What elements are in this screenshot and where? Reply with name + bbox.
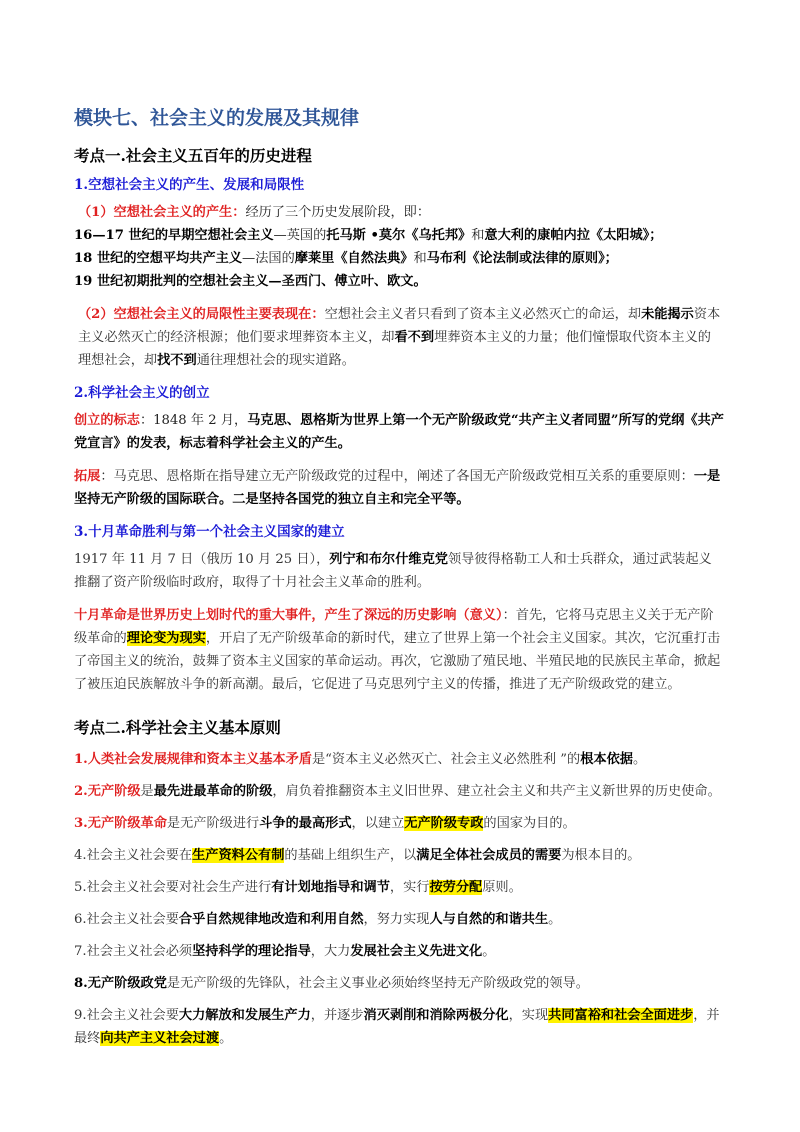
principle-6: 6.社会主义社会要合乎自然规律地改造和利用自然，努力实现人与自然的和谐共生。 [74,912,562,927]
stage-line-3: 19 世纪初期批判的空想社会主义—圣西门、傅立叶、欧文。 [74,274,427,289]
paragraph-october-significance: 十月革命是世界历史上划时代的重大事件，产生了深远的历史影响（意义）：首先，它将马克思主义关于无产阶级革命的理论变为现实，开启了无产阶级革命的新时代，建立了世界上第一个社会主义国家。其次，它沉重打击了帝国主义的统治，鼓舞了资本主义国家的革命运动。再次，它激励了殖民地、半殖民地的民族民主革命，掀起了被压迫民族解放斗争的新高潮。最后，它促进了马克思列宁主义的传播，推进了无产阶级政党的建立。 [74,608,721,692]
principle-3: 3.无产阶级革命是无产阶级进行斗争的最高形式，以建立无产阶级专政的国家为目的。 [74,816,576,831]
label-origin: （1）空想社会主义的产生： [78,205,246,220]
principle-2: 2.无产阶级是最先进最革命的阶级，肩负着推翻资本主义旧世界、建立社会主义和共产主义新世界的历史使命。 [74,784,721,799]
section-title-kd1: 考点一.社会主义五百年的历史进程 [74,146,312,165]
principle-5: 5.社会主义社会要对社会生产进行有计划地指导和调节，实行按劳分配原则。 [74,880,522,895]
principle-9: 9.社会主义社会要大力解放和发展生产力，并逐步消灭剥削和消除两极分化，实现共同富裕和社会全面进步，并最终向共产主义社会过渡。 [74,1008,720,1046]
paragraph-october-revolution: 1917 年 11 月 7 日（俄历 10 月 25 日），列宁和布尔什维克党领导彼得格勒工人和士兵群众，通过武装起义推翻了资产阶级临时政府，取得了十月社会主义革命的胜利。 [74,552,712,590]
principle-8: 8.无产阶级政党是无产阶级的先锋队，社会主义事业必须始终坚持无产阶级政党的领导。 [74,976,589,991]
subsection-title-utopian: 1.空想社会主义的产生、发展和局限性 [74,177,305,193]
module-title: 模块七、社会主义的发展及其规律 [74,107,360,129]
stage-line-1: 16—17 世纪的早期空想社会主义—英国的托马斯 •莫尔《乌托邦》和意大利的康帕内拉《太阳城》； [74,228,663,243]
paragraph-origin [74,201,724,224]
text-origin: 经历了三个历史发展阶段，即： [245,205,431,220]
paragraph-limitations: （2）空想社会主义的局限性主要表现在：空想社会主义者只看到了资本主义必然灭亡的命运，却未能揭示资本主义必然灭亡的经济根源；他们要求埋葬资本主义，却看不到埋葬资本主义的力量；他们憧憬取代资本主义的理想社会，却找不到通往理想社会的现实道路。 [78,307,721,368]
section-title-kd2: 考点二.科学社会主义基本原则 [74,718,281,737]
principle-4: 4.社会主义社会要在生产资料公有制的基础上组织生产，以满足全体社会成员的需要为根本目的。 [74,848,641,863]
paragraph-extension: 拓展：马克思、恩格斯在指导建立无产阶级政党的过程中，阐述了各国无产阶级政党相互关系的重要原则：一是坚持无产阶级的国际联合。二是坚持各国党的独立自主和完全平等。 [74,469,721,507]
principle-1: 1.人类社会发展规律和资本主义基本矛盾是“资本主义必然灭亡、社会主义必然胜利 ”的根本依据。 [74,752,647,767]
subsection-title-scientific: 2.科学社会主义的创立 [74,385,210,401]
stage-line-2: 18 世纪的空想平均共产主义—法国的摩莱里《自然法典》和马布利《论法制或法律的原则》； [74,251,618,266]
subsection-title-october: 3.十月革命胜利与第一个社会主义国家的建立 [74,524,345,540]
paragraph-founding-mark: 创立的标志：1848 年 2 月，马克思、恩格斯为世界上第一个无产阶级政党“共产主义者同盟”所写的党纲《共产党宣言》的发表，标志着科学社会主义的产生。 [74,413,724,451]
principle-7: 7.社会主义社会必须坚持科学的理论指导，大力发展社会主义先进文化。 [74,944,496,959]
